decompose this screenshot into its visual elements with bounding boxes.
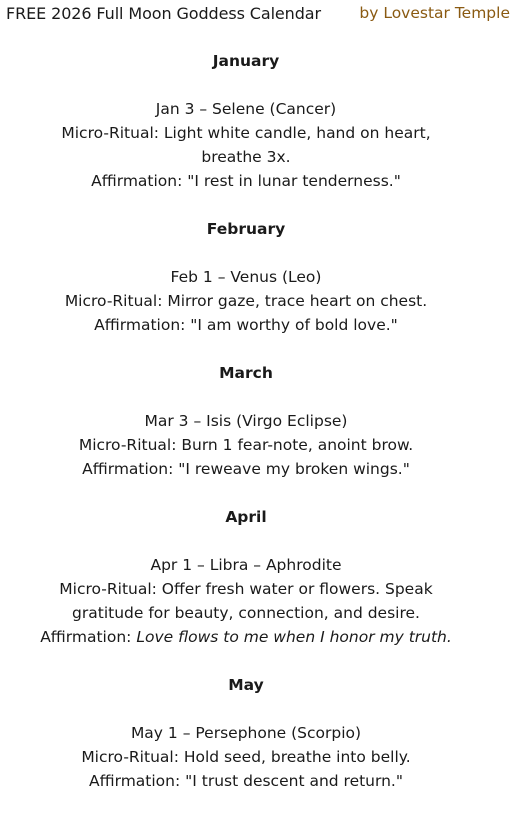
micro-ritual: Micro-Ritual: Hold seed, breathe into belly. — [81, 748, 411, 766]
micro-ritual: Micro-Ritual: Offer fresh water or flowers. Speak gratitude for beauty, connection, and desire. — [59, 580, 433, 622]
month-heading: April — [225, 508, 267, 526]
micro-ritual: Micro-Ritual: Light white candle, hand on heart, breathe 3x. — [61, 124, 431, 166]
micro-ritual: Micro-Ritual: Burn 1 fear-note, anoint brow. — [78, 436, 414, 454]
affirmation: Affirmation: "I am worthy of bold love." — [94, 316, 398, 334]
date-line: Apr 1 – Libra – Aphrodite — [150, 556, 342, 574]
month-february — [0, 217, 492, 337]
affirmation: Affirmation: "I trust descent and return." — [89, 772, 403, 790]
date-line: Jan 3 – Selene (Cancer) — [155, 100, 337, 118]
affirmation-label: Affirmation: — [40, 628, 137, 646]
month-heading: February — [206, 220, 286, 238]
micro-ritual: Micro-Ritual: Mirror gaze, trace heart on chest. — [64, 292, 428, 310]
date-line: Feb 1 – Venus (Leo) — [170, 268, 322, 286]
affirmation: Affirmation: "I reweave my broken wings." — [82, 460, 410, 478]
month-january — [0, 49, 492, 193]
header — [0, 4, 512, 26]
calendar — [0, 49, 492, 817]
month-heading: March — [219, 364, 273, 382]
affirmation-text: Love flows to me when I honor my truth. — [136, 628, 452, 646]
month-may — [0, 673, 492, 793]
date-line: Mar 3 – Isis (Virgo Eclipse) — [144, 412, 348, 430]
month-april — [0, 505, 492, 649]
affirmation — [0, 625, 492, 649]
month-march — [0, 361, 492, 481]
month-heading: May — [228, 676, 264, 694]
affirmation: Affirmation: "I rest in lunar tenderness." — [91, 172, 401, 190]
month-heading: January — [212, 52, 280, 70]
date-line: May 1 – Persephone (Scorpio) — [130, 724, 362, 742]
byline: by Lovestar Temple — [359, 4, 510, 22]
page-title: FREE 2026 Full Moon Goddess Calendar — [6, 4, 321, 23]
